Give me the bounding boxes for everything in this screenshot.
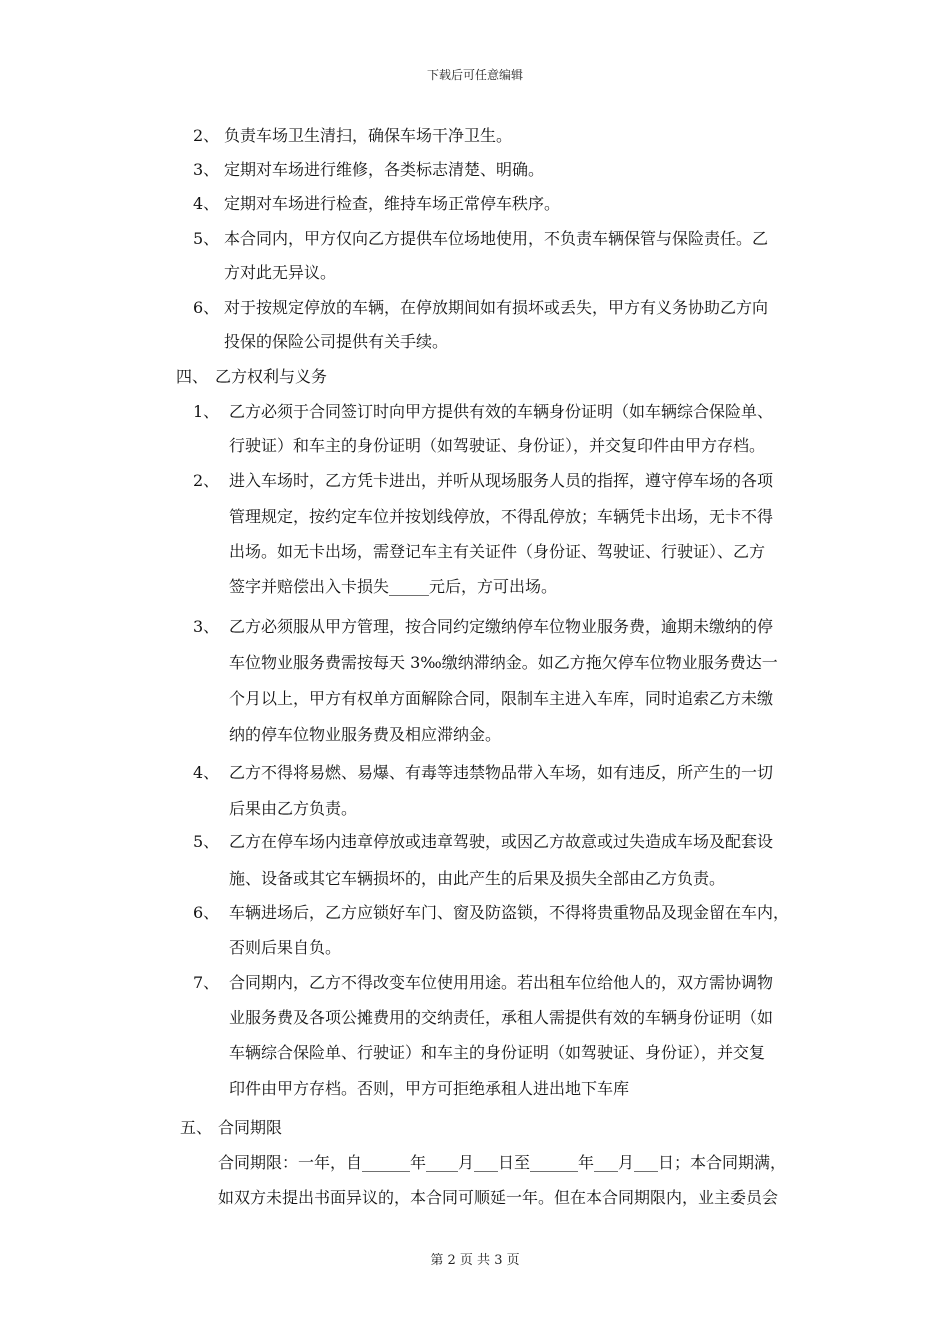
line-text: 出场。如无卡出场，需登记车主有关证件（身份证、驾驶证、行驶证）、乙方 xyxy=(229,542,766,561)
paragraph-line xyxy=(0,402,950,422)
line-text: 车辆综合保险单、行驶证）和车主的身份证明（如驾驶证、身份证），并交复 xyxy=(229,1043,766,1062)
item-number: 4、 xyxy=(193,194,220,213)
item-number: 4、 xyxy=(193,763,220,782)
line-text: 乙方在停车场内违章停放或违章驾驶，或因乙方故意或过失造成车场及配套设 xyxy=(229,832,774,851)
line-text: 负责车场卫生清扫，确保车场干净卫生。 xyxy=(224,126,513,145)
page-header: 下载后可任意编辑 xyxy=(426,68,523,82)
line-text: 签字并赔偿出入卡损失_____元后，方可出场。 xyxy=(229,577,558,596)
paragraph-line xyxy=(0,763,950,783)
line-text: 定期对车场进行维修，各类标志清楚、明确。 xyxy=(224,160,545,179)
item-number: 五、 xyxy=(180,1118,213,1137)
paragraph-line xyxy=(0,298,950,318)
line-text: 乙方必须于合同签订时向甲方提供有效的车辆身份证明（如车辆综合保险单、 xyxy=(229,402,774,421)
paragraph-line xyxy=(0,938,950,958)
paragraph-line xyxy=(0,832,950,852)
paragraph-line xyxy=(0,1008,950,1028)
paragraph-line xyxy=(0,1043,950,1063)
page-footer: 第 2 页 共 3 页 xyxy=(430,1253,520,1268)
line-text: 业服务费及各项公摊费用的交纳责任，承租人需提供有效的车辆身份证明（如 xyxy=(229,1008,774,1027)
line-text: 车位物业服务费需按每天 3‰缴纳滞纳金。如乙方拖欠停车位物业服务费达一 xyxy=(229,653,778,672)
paragraph-line xyxy=(0,436,950,456)
paragraph-line xyxy=(0,471,950,491)
line-text: 进入车场时，乙方凭卡进出，并听从现场服务人员的指挥，遵守停车场的各项 xyxy=(229,471,774,490)
line-text: 后果由乙方负责。 xyxy=(229,799,358,818)
paragraph-line xyxy=(0,973,950,993)
paragraph-line xyxy=(0,194,950,214)
paragraph-line xyxy=(0,653,950,673)
line-text: 车辆进场后，乙方应锁好车门、窗及防盗锁，不得将贵重物品及现金留在车内， xyxy=(229,903,790,922)
paragraph-line xyxy=(0,577,950,597)
paragraph-line xyxy=(0,507,950,527)
item-number: 5、 xyxy=(193,832,220,851)
line-text: 合同期内，乙方不得改变车位使用用途。若出租车位给他人的，双方需协调物 xyxy=(229,973,774,992)
item-number: 5、 xyxy=(193,229,220,248)
paragraph-line xyxy=(0,263,950,283)
item-number: 7、 xyxy=(193,973,220,992)
paragraph-line xyxy=(0,126,950,146)
paragraph-line xyxy=(0,160,950,180)
line-text: 投保的保险公司提供有关手续。 xyxy=(224,332,449,351)
item-number: 1、 xyxy=(193,402,220,421)
line-text: 方对此无异议。 xyxy=(224,263,337,282)
line-text: 个月以上，甲方有权单方面解除合同，限制车主进入车库，同时追索乙方未缴 xyxy=(229,689,774,708)
item-number: 3、 xyxy=(193,160,220,179)
paragraph-line xyxy=(0,1188,950,1208)
paragraph-line xyxy=(0,869,950,889)
paragraph-line xyxy=(0,542,950,562)
line-text: 否则后果自负。 xyxy=(229,938,342,957)
paragraph-line xyxy=(0,689,950,709)
paragraph-line xyxy=(0,1153,950,1173)
item-number: 2、 xyxy=(193,471,220,490)
line-text: 乙方权利与义务 xyxy=(215,367,328,386)
line-text: 乙方必须服从甲方管理，按合同约定缴纳停车位物业服务费，逾期未缴纳的停 xyxy=(229,617,774,636)
paragraph-line xyxy=(0,903,950,923)
item-number: 四、 xyxy=(176,367,209,386)
line-text: 如双方未提出书面异议的，本合同可顺延一年。但在本合同期限内，业主委员会 xyxy=(218,1188,779,1207)
line-text: 定期对车场进行检查，维持车场正常停车秩序。 xyxy=(224,194,561,213)
line-text: 印件由甲方存档。否则，甲方可拒绝承租人进出地下车库 xyxy=(229,1079,630,1098)
paragraph-line xyxy=(0,799,950,819)
paragraph-line xyxy=(0,617,950,637)
item-number: 6、 xyxy=(193,298,220,317)
paragraph-line xyxy=(0,367,950,387)
item-number: 3、 xyxy=(193,617,220,636)
paragraph-line xyxy=(0,1079,950,1099)
line-text: 本合同内，甲方仅向乙方提供车位场地使用，不负责车辆保管与保险责任。乙 xyxy=(224,229,769,248)
line-text: 合同期限：一年，自______年____月___日至______年___月___日；本合同期满， xyxy=(218,1153,787,1172)
item-number: 2、 xyxy=(193,126,220,145)
line-text: 乙方不得将易燃、易爆、有毒等违禁物品带入车场，如有违反，所产生的一切 xyxy=(229,763,774,782)
line-text: 纳的停车位物业服务费及相应滞纳金。 xyxy=(229,725,502,744)
paragraph-line xyxy=(0,725,950,745)
line-text: 管理规定，按约定车位并按划线停放，不得乱停放；车辆凭卡出场，无卡不得 xyxy=(229,507,774,526)
line-text: 施、设备或其它车辆损坏的，由此产生的后果及损失全部由乙方负责。 xyxy=(229,869,726,888)
item-number: 6、 xyxy=(193,903,220,922)
line-text: 行驶证）和车主的身份证明（如驾驶证、身份证），并交复印件由甲方存档。 xyxy=(229,436,766,455)
line-text: 对于按规定停放的车辆，在停放期间如有损坏或丢失，甲方有义务协助乙方向 xyxy=(224,298,769,317)
paragraph-line xyxy=(0,1118,950,1138)
line-text: 合同期限 xyxy=(218,1118,283,1137)
paragraph-line xyxy=(0,229,950,249)
paragraph-line xyxy=(0,332,950,352)
